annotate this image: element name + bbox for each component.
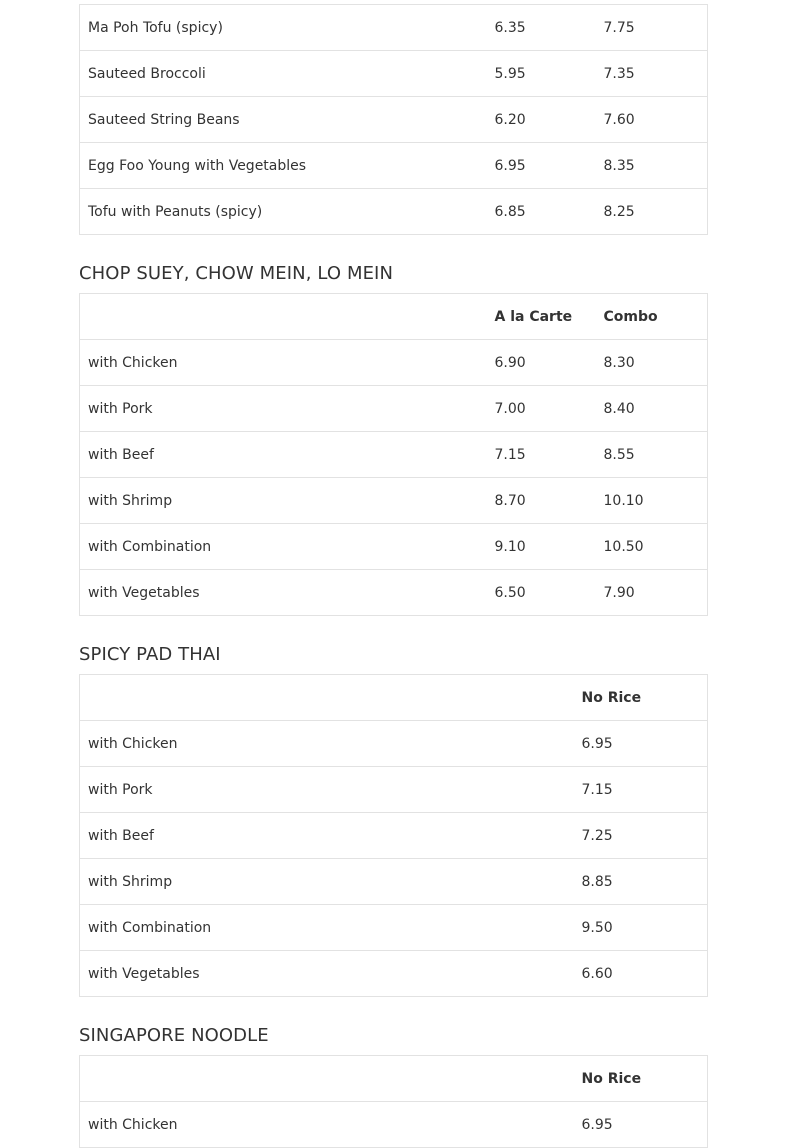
item-name: with Shrimp (80, 859, 574, 905)
item-name: Sauteed Broccoli (80, 51, 487, 97)
chop-suey-table (79, 293, 708, 616)
combo-header: Combo (596, 294, 708, 340)
no-rice-price: 6.60 (574, 951, 708, 997)
combo-price: 10.10 (596, 478, 708, 524)
item-name: Egg Foo Young with Vegetables (80, 143, 487, 189)
item-name: with Pork (80, 767, 574, 813)
empty-header-cell (80, 675, 574, 721)
combo-price: 7.35 (596, 51, 708, 97)
a-la-carte-price: 8.70 (487, 478, 596, 524)
item-name: with Vegetables (80, 570, 487, 616)
table-row (80, 478, 708, 524)
table-row (80, 432, 708, 478)
no-rice-price: 6.95 (574, 1102, 708, 1148)
a-la-carte-header: A la Carte (487, 294, 596, 340)
item-name: with Beef (80, 432, 487, 478)
table-row (80, 386, 708, 432)
vegetable-table (79, 4, 708, 235)
a-la-carte-price: 6.90 (487, 340, 596, 386)
section-title-chop-suey: CHOP SUEY, CHOW MEIN, LO MEIN (79, 263, 394, 284)
no-rice-price: 8.85 (574, 859, 708, 905)
table-row (80, 1102, 708, 1148)
table-header-row (80, 294, 708, 340)
table-row (80, 570, 708, 616)
table-row (80, 767, 708, 813)
no-rice-price: 7.15 (574, 767, 708, 813)
a-la-carte-price: 5.95 (487, 51, 596, 97)
a-la-carte-price: 6.95 (487, 143, 596, 189)
combo-price: 8.55 (596, 432, 708, 478)
table-row (80, 951, 708, 997)
no-rice-header: No Rice (574, 1056, 708, 1102)
menu-content (79, 4, 707, 1148)
a-la-carte-price: 7.15 (487, 432, 596, 478)
combo-price: 7.90 (596, 570, 708, 616)
pad-thai-table (79, 674, 708, 997)
item-name: with Chicken (80, 721, 574, 767)
table-row (80, 859, 708, 905)
item-name: with Vegetables (80, 951, 574, 997)
a-la-carte-price: 6.20 (487, 97, 596, 143)
section-title-pad-thai: SPICY PAD THAI (79, 644, 221, 665)
a-la-carte-price: 6.35 (487, 5, 596, 51)
item-name: with Chicken (80, 340, 487, 386)
table-row (80, 905, 708, 951)
table-row (80, 721, 708, 767)
combo-price: 7.75 (596, 5, 708, 51)
item-name: with Combination (80, 905, 574, 951)
combo-price: 8.30 (596, 340, 708, 386)
table-row (80, 97, 708, 143)
item-name: Tofu with Peanuts (spicy) (80, 189, 487, 235)
combo-price: 10.50 (596, 524, 708, 570)
combo-price: 7.60 (596, 97, 708, 143)
a-la-carte-price: 6.50 (487, 570, 596, 616)
item-name: Sauteed String Beans (80, 97, 487, 143)
a-la-carte-price: 7.00 (487, 386, 596, 432)
a-la-carte-price: 9.10 (487, 524, 596, 570)
combo-price: 8.35 (596, 143, 708, 189)
section-title-singapore-noodle: SINGAPORE NOODLE (79, 1025, 269, 1046)
no-rice-price: 9.50 (574, 905, 708, 951)
no-rice-price: 7.25 (574, 813, 708, 859)
no-rice-price: 6.95 (574, 721, 708, 767)
item-name: with Chicken (80, 1102, 574, 1148)
empty-header-cell (80, 1056, 574, 1102)
empty-header-cell (80, 294, 487, 340)
combo-price: 8.40 (596, 386, 708, 432)
table-row (80, 340, 708, 386)
no-rice-header: No Rice (574, 675, 708, 721)
table-row (80, 143, 708, 189)
item-name: with Shrimp (80, 478, 487, 524)
a-la-carte-price: 6.85 (487, 189, 596, 235)
item-name: with Combination (80, 524, 487, 570)
table-row (80, 524, 708, 570)
item-name: with Beef (80, 813, 574, 859)
singapore-noodle-table (79, 1055, 708, 1148)
combo-price: 8.25 (596, 189, 708, 235)
table-row (80, 189, 708, 235)
table-header-row (80, 675, 708, 721)
table-row (80, 813, 708, 859)
table-header-row (80, 1056, 708, 1102)
table-row (80, 5, 708, 51)
item-name: Ma Poh Tofu (spicy) (80, 5, 487, 51)
table-row (80, 51, 708, 97)
item-name: with Pork (80, 386, 487, 432)
